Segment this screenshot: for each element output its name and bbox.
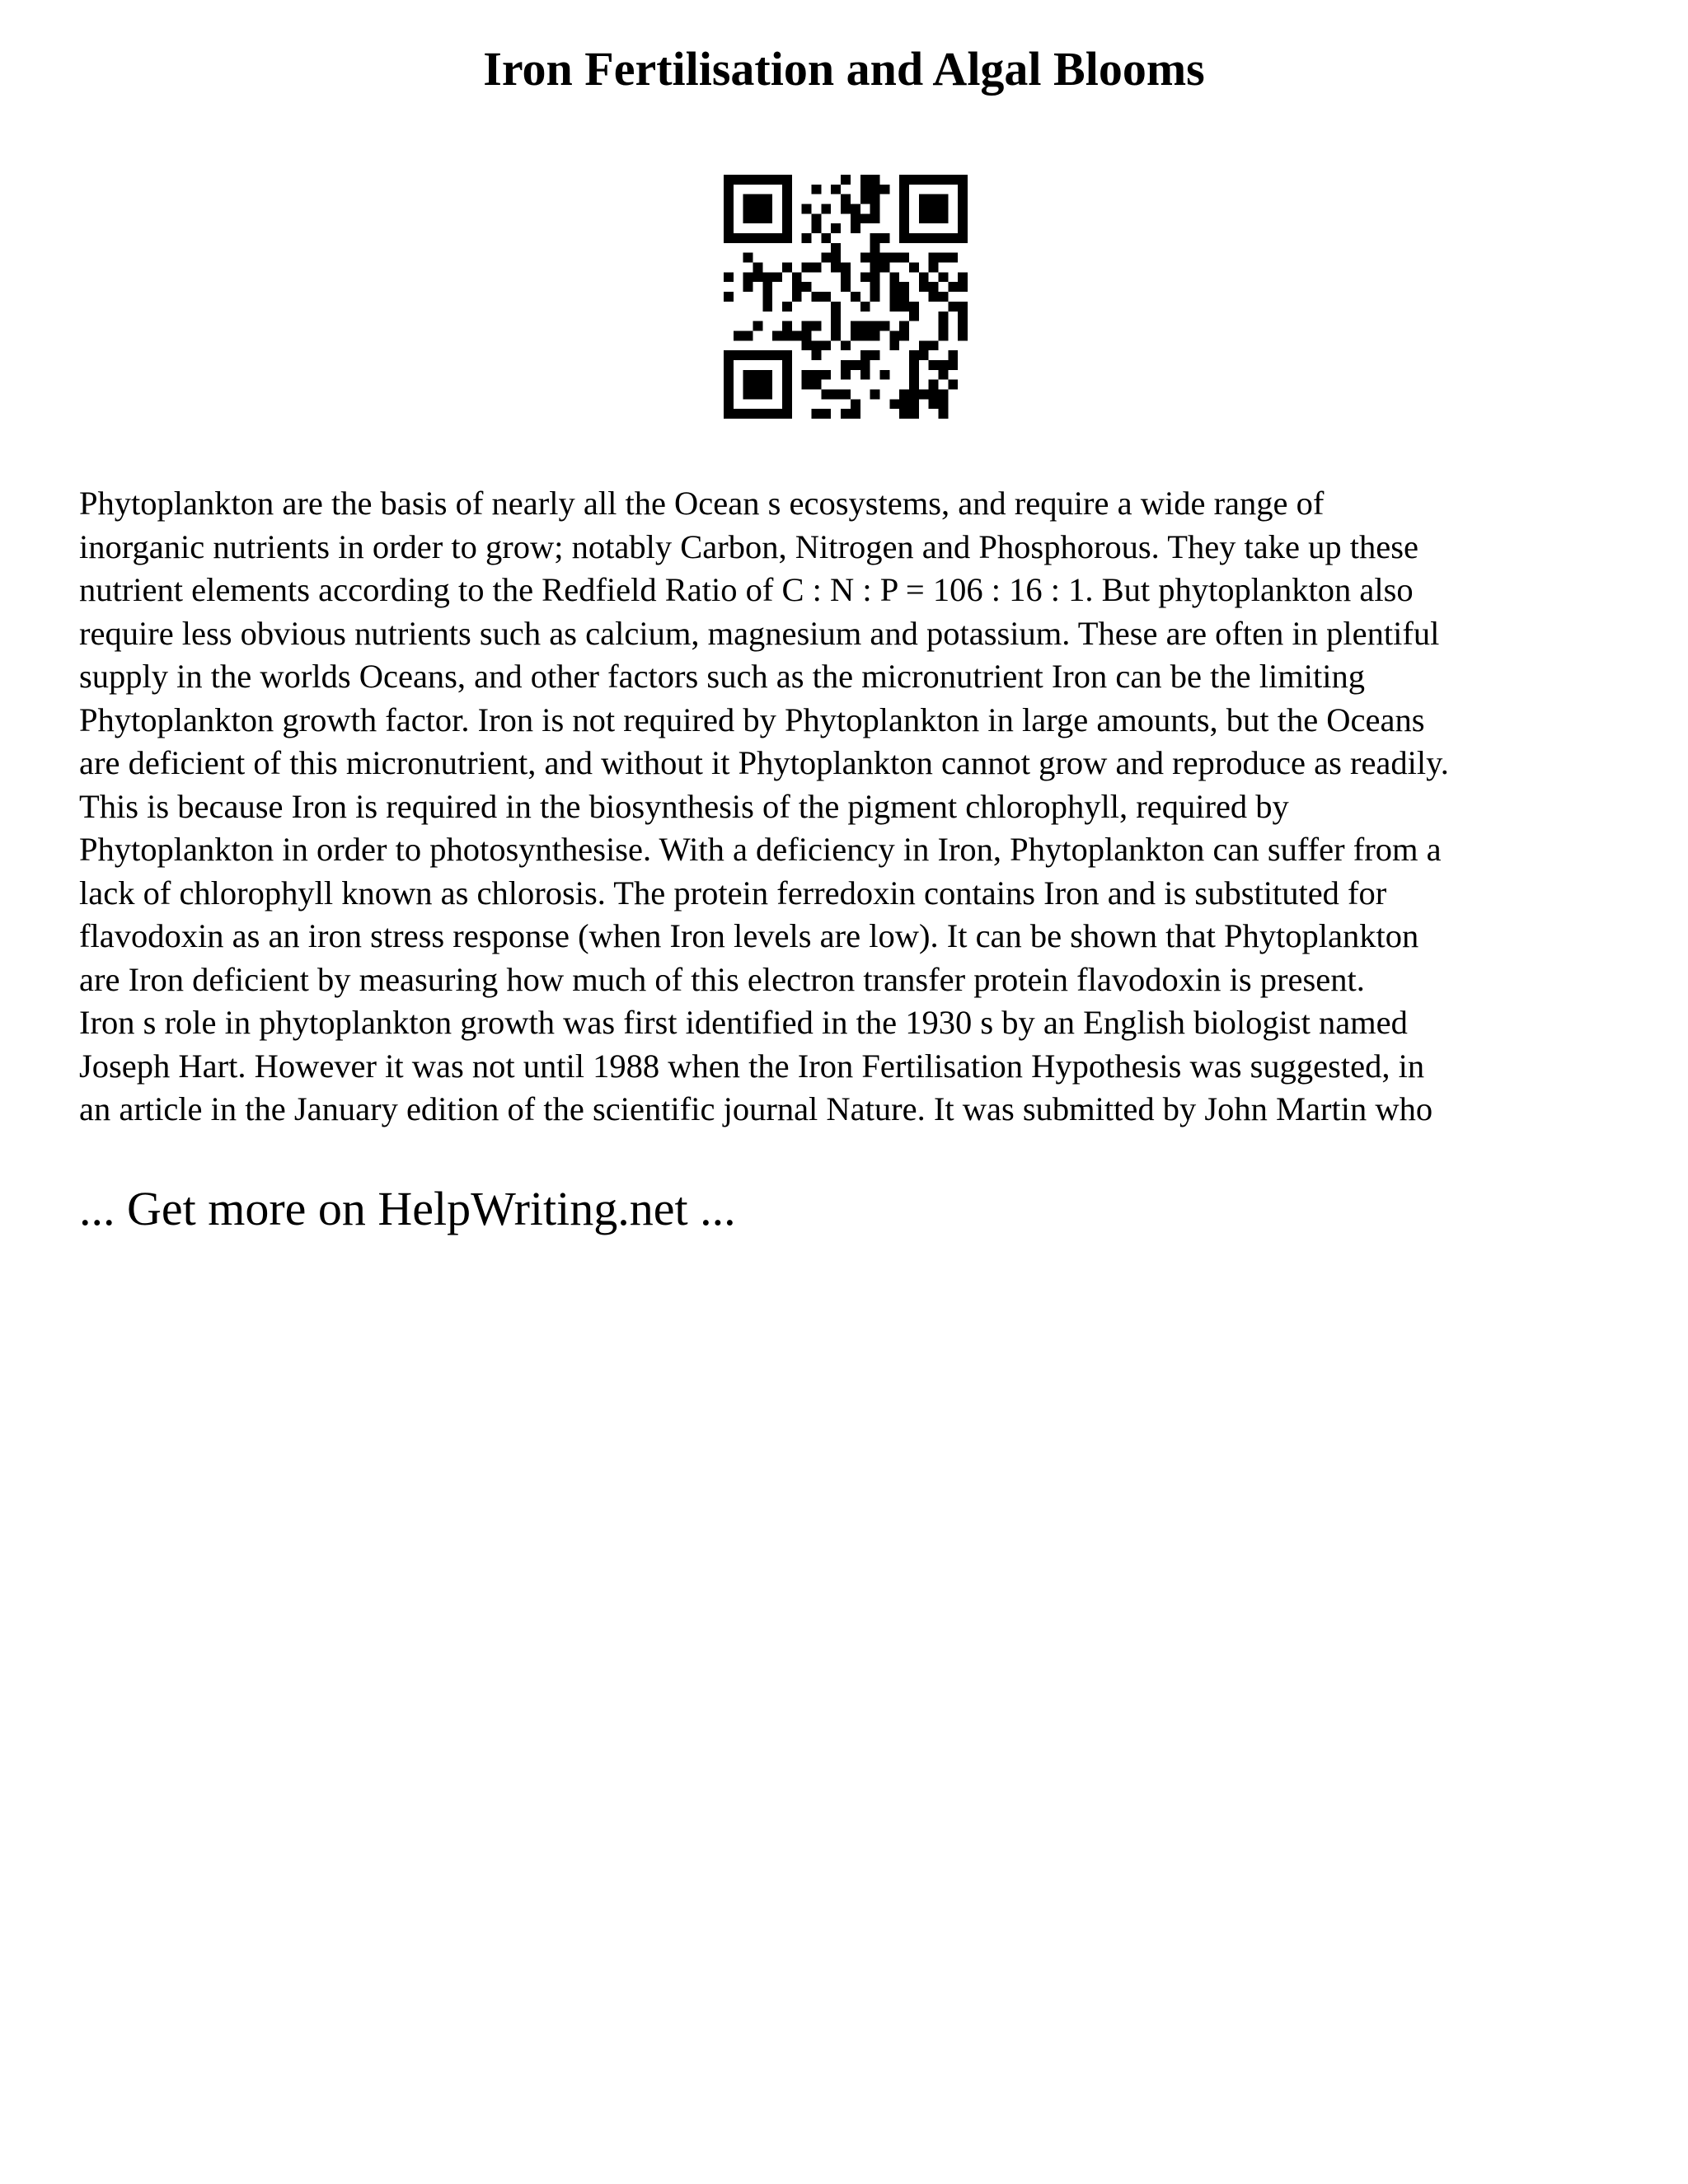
body-line: Joseph Hart. However it was not until 1988 when the Iron Fertilisation Hypothesis was suggested, in (79, 1047, 1425, 1085)
body-paragraph (79, 482, 1629, 1132)
get-more-link[interactable]: ... Get more on HelpWriting.net ... (79, 1182, 736, 1235)
body-line: an article in the January edition of the scientific journal Nature. It was submitted by John Martin who (79, 1090, 1433, 1127)
document-title: Iron Fertilisation and Algal Blooms (483, 42, 1205, 96)
body-line: Phytoplankton growth factor. Iron is not required by Phytoplankton in large amounts, but the Oceans (79, 701, 1425, 738)
body-line: Phytoplankton are the basis of nearly all the Ocean s ecosystems, and require a wide range of (79, 485, 1325, 522)
body-line: Iron s role in phytoplankton growth was first identified in the 1930 s by an English biologist named (79, 1004, 1408, 1041)
body-line: lack of chlorophyll known as chlorosis. The protein ferredoxin contains Iron and is substituted for (79, 874, 1387, 912)
body-line: supply in the worlds Oceans, and other factors such as the micronutrient Iron can be the limiting (79, 658, 1365, 695)
body-line: require less obvious nutrients such as calcium, magnesium and potassium. These are often in plentiful (79, 614, 1440, 652)
body-line: are deficient of this micronutrient, and without it Phytoplankton cannot grow and reproduce as readily. (79, 744, 1449, 781)
body-line: nutrient elements according to the Redfield Ratio of C : N : P = 106 : 16 : 1. But phytoplankton also (79, 571, 1414, 608)
body-line: are Iron deficient by measuring how much of this electron transfer protein flavodoxin is present. (79, 960, 1365, 998)
body-line: flavodoxin as an iron stress response (when Iron levels are low). It can be shown that Phytoplankton (79, 917, 1419, 954)
body-line: inorganic nutrients in order to grow; notably Carbon, Nitrogen and Phosphorous. They take up these (79, 527, 1418, 565)
body-line: Phytoplankton in order to photosynthesise. With a deficiency in Iron, Phytoplankton can suffer from a (79, 831, 1442, 868)
qr-code-icon (724, 175, 968, 419)
body-line: This is because Iron is required in the biosynthesis of the pigment chlorophyll, required by (79, 787, 1289, 825)
